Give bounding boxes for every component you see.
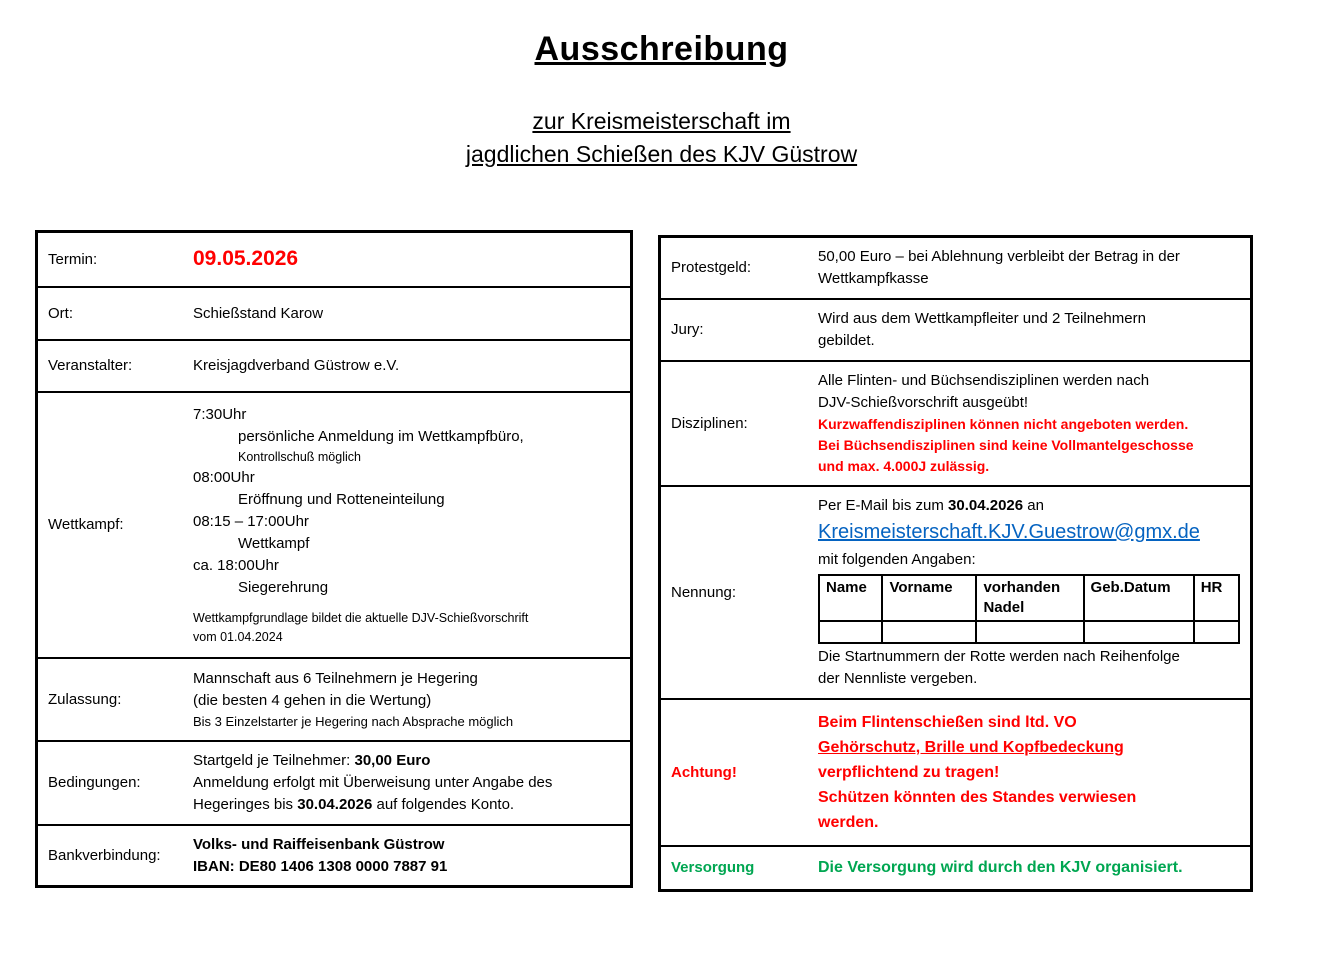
email-deadline-post: an bbox=[1023, 497, 1044, 514]
schedule-time-3: 08:15 – 17:00Uhr bbox=[193, 512, 309, 530]
jury-label: Jury: bbox=[671, 321, 704, 338]
termin-label: Termin: bbox=[48, 250, 98, 268]
table-row-bankverbindung bbox=[38, 826, 630, 886]
schedule-desc-3: Wettkampf bbox=[238, 534, 310, 552]
table-row-ort bbox=[38, 288, 630, 341]
schedule-desc-2: Eröffnung und Rotteneinteilung bbox=[238, 490, 445, 508]
wettkampf-note-line-1: Wettkampfgrundlage bildet die aktuelle DJV-Schießvorschrift bbox=[193, 610, 529, 625]
bedingungen-label: Bedingungen: bbox=[48, 774, 141, 791]
event-details-table bbox=[35, 230, 633, 888]
bank-iban: IBAN: DE80 1406 1308 0000 7887 91 bbox=[193, 858, 448, 875]
subtitle-line-2: jagdlichen Schießen des KJV Güstrow bbox=[465, 141, 858, 167]
achtung-line-1: Beim Flintenschießen sind ltd. VO bbox=[818, 714, 1077, 731]
schedule-time-4: ca. 18:00Uhr bbox=[193, 556, 279, 574]
bedingungen-value bbox=[193, 742, 630, 824]
nennung-label: Nennung: bbox=[671, 583, 737, 601]
achtung-label: Achtung! bbox=[671, 763, 737, 781]
versorgung-value: Die Versorgung wird durch den KJV organisiert. bbox=[818, 859, 1183, 876]
bank-label: Bankverbindung: bbox=[48, 847, 161, 864]
entry-col-vorname: Vorname bbox=[882, 575, 976, 621]
disziplinen-line-1: Alle Flinten- und Büchsendisziplinen werden nach bbox=[818, 372, 1150, 389]
disziplinen-warning-1: Kurzwaffendisziplinen können nicht angeboten werden. bbox=[818, 416, 1189, 432]
entry-col-gebdatum: Geb.Datum bbox=[1084, 575, 1194, 621]
table-row-nennung bbox=[661, 487, 1250, 700]
disziplinen-warning-2: Bei Büchsendisziplinen sind keine Vollmantelgeschosse bbox=[818, 437, 1194, 453]
nennung-note-line-2: der Nennliste vergeben. bbox=[818, 670, 978, 687]
entry-form-header-row bbox=[819, 575, 1239, 621]
zulassung-line-1: Mannschaft aus 6 Teilnehmern je Hegering bbox=[193, 669, 478, 687]
veranstalter-label: Veranstalter: bbox=[48, 357, 133, 374]
wettkampf-label: Wettkampf: bbox=[48, 516, 124, 533]
ort-label: Ort: bbox=[48, 304, 73, 322]
protestgeld-line-2: Wettkampfkasse bbox=[818, 270, 929, 287]
table-row-versorgung bbox=[661, 847, 1250, 889]
bedingungen-line-1 bbox=[193, 750, 620, 772]
startgeld-text: Startgeld je Teilnehmer: bbox=[193, 752, 355, 769]
disziplinen-value bbox=[818, 362, 1250, 485]
entry-cell-empty bbox=[976, 621, 1083, 643]
bank-value bbox=[193, 826, 630, 886]
entry-col-name: Name bbox=[819, 575, 882, 621]
schedule-time-2: 08:00Uhr bbox=[193, 468, 255, 486]
achtung-line-2: Gehörschutz, Brille und Kopfbedeckung bbox=[818, 739, 1124, 756]
deadline-date: 30.04.2026 bbox=[297, 796, 373, 813]
page-title: Ausschreibung bbox=[534, 30, 789, 68]
achtung-value bbox=[818, 702, 1250, 843]
wettkampf-note-line-2: vom 01.04.2024 bbox=[193, 629, 283, 644]
schedule-desc-1: persönliche Anmeldung im Wettkampfbüro, bbox=[238, 427, 524, 445]
email-deadline-date: 30.04.2026 bbox=[948, 497, 1024, 514]
table-row-jury bbox=[661, 300, 1250, 362]
schedule-desc-4: Siegerehrung bbox=[238, 578, 329, 596]
disziplinen-line-2: DJV-Schießvorschrift ausgeübt! bbox=[818, 394, 1029, 411]
table-row-protestgeld bbox=[661, 238, 1250, 300]
email-deadline-pre: Per E-Mail bis zum bbox=[818, 497, 949, 514]
jury-value bbox=[818, 300, 1250, 360]
nennung-line-2: mit folgenden Angaben: bbox=[818, 551, 976, 568]
wettkampf-schedule bbox=[193, 396, 630, 655]
email-line bbox=[818, 517, 1240, 549]
page-subtitle bbox=[0, 105, 1323, 171]
rules-table bbox=[658, 235, 1253, 892]
entry-cell-empty bbox=[819, 621, 882, 643]
deadline-text-pre: Hegeringes bis bbox=[193, 796, 298, 813]
spacer bbox=[193, 599, 620, 609]
startgeld-amount: 30,00 Euro bbox=[354, 752, 431, 769]
ort-value: Schießstand Karow bbox=[193, 304, 324, 322]
table-row-veranstalter bbox=[38, 341, 630, 393]
nennung-line-1 bbox=[818, 495, 1240, 517]
protestgeld-value bbox=[818, 238, 1250, 298]
email-link[interactable]: Kreismeisterschaft.KJV.Guestrow@gmx.de bbox=[818, 521, 1200, 543]
subtitle-line-1: zur Kreismeisterschaft im bbox=[532, 108, 791, 134]
zulassung-value bbox=[193, 660, 630, 740]
entry-form-empty-row bbox=[819, 621, 1239, 643]
nennung-note-line-1: Die Startnummern der Rotte werden nach Reihenfolge bbox=[818, 648, 1180, 665]
protestgeld-line-1: 50,00 Euro – bei Ablehnung verbleibt der Betrag in der bbox=[818, 248, 1180, 265]
schedule-time-1: 7:30Uhr bbox=[193, 405, 247, 423]
deadline-text-post: auf folgendes Konto. bbox=[372, 796, 515, 813]
versorgung-label: Versorgung bbox=[671, 859, 755, 876]
entry-cell-empty bbox=[882, 621, 976, 643]
table-row-achtung bbox=[661, 700, 1250, 847]
jury-line-2: gebildet. bbox=[818, 332, 875, 349]
entry-form-table bbox=[818, 574, 1240, 644]
achtung-line-3: verpflichtend zu tragen! bbox=[818, 764, 1000, 781]
table-row-termin bbox=[38, 233, 630, 288]
bank-name: Volks- und Raiffeisenbank Güstrow bbox=[193, 836, 445, 853]
zulassung-line-2: (die besten 4 gehen in die Wertung) bbox=[193, 691, 432, 709]
table-row-disziplinen bbox=[661, 362, 1250, 487]
protestgeld-label: Protestgeld: bbox=[671, 259, 752, 276]
zulassung-note: Bis 3 Einzelstarter je Hegering nach Absprache möglich bbox=[193, 713, 514, 729]
zulassung-label: Zulassung: bbox=[48, 690, 122, 708]
nennung-value bbox=[818, 487, 1250, 698]
table-row-zulassung bbox=[38, 659, 630, 742]
bedingungen-line-3 bbox=[193, 794, 620, 816]
schedule-note-1: Kontrollschuß möglich bbox=[238, 449, 361, 464]
entry-cell-empty bbox=[1194, 621, 1239, 643]
achtung-line-4: Schützen könnten des Standes verwiesen bbox=[818, 789, 1137, 806]
jury-line-1: Wird aus dem Wettkampfleiter und 2 Teilnehmern bbox=[818, 310, 1146, 327]
entry-col-hr: HR bbox=[1194, 575, 1239, 621]
table-row-wettkampf bbox=[38, 393, 630, 659]
termin-date: 09.05.2026 bbox=[193, 246, 299, 270]
document-page bbox=[0, 30, 1323, 966]
veranstalter-value: Kreisjagdverband Güstrow e.V. bbox=[193, 357, 400, 374]
disziplinen-label: Disziplinen: bbox=[671, 414, 748, 432]
achtung-line-5: werden. bbox=[818, 814, 879, 831]
disziplinen-warning-3: und max. 4.000J zulässig. bbox=[818, 458, 990, 474]
entry-col-nadel: vorhanden Nadel bbox=[976, 575, 1083, 621]
bedingungen-line-2: Anmeldung erfolgt mit Überweisung unter Angabe des bbox=[193, 774, 553, 791]
entry-cell-empty bbox=[1084, 621, 1194, 643]
table-row-bedingungen bbox=[38, 742, 630, 826]
